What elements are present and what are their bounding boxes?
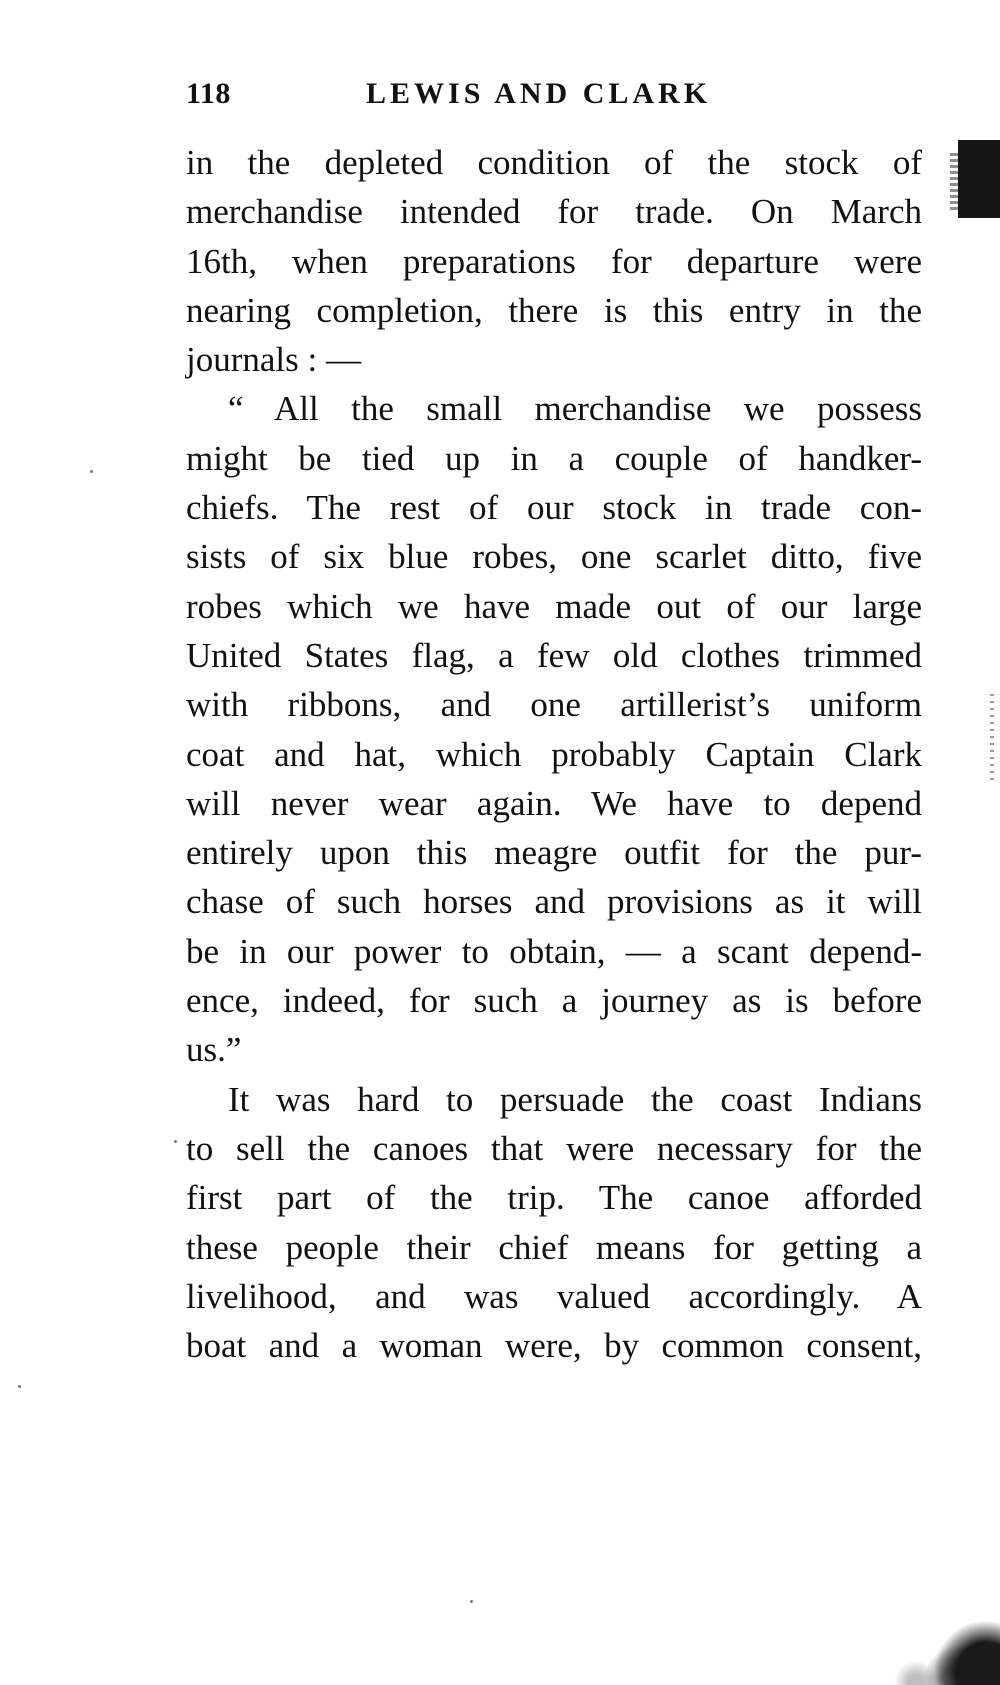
body-text [186, 138, 922, 1370]
text-line: to sell the canoes that were necessary for the [186, 1128, 922, 1168]
quote-line: robes which we have made out of our large [186, 586, 922, 626]
scan-speck [90, 470, 93, 473]
quote-line: chiefs. The rest of our stock in trade con- [186, 488, 922, 528]
scan-speck [470, 1600, 473, 1603]
quote-line: be in our power to obtain, — a scant depend- [186, 931, 922, 971]
text-line: boat and a woman were, by common consent, [186, 1326, 922, 1366]
running-head [186, 72, 922, 116]
text-line: livelihood, and was valued accordingly. A [186, 1276, 922, 1316]
quote-line: chase of such horses and provisions as it will [186, 882, 922, 922]
text-line: nearing completion, there is this entry in the [186, 290, 922, 330]
text-line: 16th, when preparations for departure were [186, 241, 922, 281]
scan-edge-mark [958, 140, 1000, 218]
quote-line: with ribbons, and one artillerist’s uniform [186, 685, 922, 725]
text-line: these people their chief means for getting a [186, 1227, 922, 1267]
text-line: merchandise intended for trade. On March [186, 192, 922, 232]
quote-line: us.” [186, 1030, 242, 1070]
text-line: first part of the trip. The canoe afforded [186, 1178, 922, 1218]
scan-edge-dots [990, 690, 994, 780]
quote-line: entirely upon this meagre outfit for the pur- [186, 833, 922, 873]
quote-line: will never wear again. We have to depend [186, 783, 922, 823]
text-line: journals : — [186, 340, 361, 380]
scan-speck [18, 1385, 21, 1388]
quote-line: United States flag, a few old clothes trimmed [186, 635, 922, 675]
running-title: LEWIS AND CLARK [366, 77, 712, 110]
text-line: in the depleted condition of the stock of [186, 143, 922, 182]
scan-speck [174, 1140, 177, 1143]
quote-line: ence, indeed, for such a journey as is before [186, 981, 922, 1021]
quote-line: sists of six blue robes, one scarlet ditto, five [186, 537, 922, 577]
quote-line: “ All the small merchandise we possess [228, 389, 922, 429]
quote-line: might be tied up in a couple of handker- [186, 438, 922, 478]
scan-corner-noise [860, 1560, 1000, 1685]
page-number: 118 [186, 77, 231, 110]
quote-line: coat and hat, which probably Captain Clark [186, 734, 922, 774]
text-line: It was hard to persuade the coast Indians [228, 1079, 922, 1119]
